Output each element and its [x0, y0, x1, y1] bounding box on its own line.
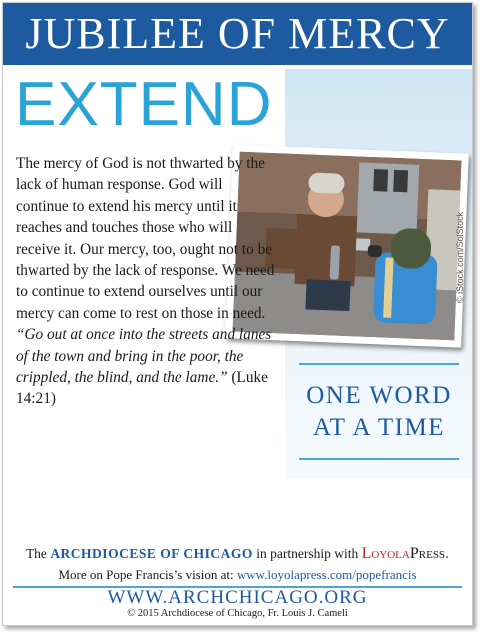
- footer-lead: The: [25, 546, 51, 561]
- more-info-text: More on Pope Francis’s vision at:: [58, 567, 237, 582]
- poster-card: [2, 2, 473, 626]
- copyright: © 2015 Archdiocese of Chicago, Fr. Louis J. Cameli: [127, 608, 348, 619]
- scripture-citation: (Luke 14:21): [16, 369, 268, 408]
- loyola-press-logo: [362, 545, 449, 562]
- more-info-line: [3, 567, 472, 583]
- loyola-word: Loyola: [361, 545, 410, 562]
- banner-title: JUBILEE OF MERCY: [3, 3, 472, 65]
- headline-word: EXTEND: [15, 70, 273, 139]
- archdiocese-name: ARCHDIOCESE OF CHICAGO: [50, 546, 253, 561]
- partnership-line: [3, 545, 472, 563]
- tagline-line1: ONE WORD: [306, 382, 452, 409]
- tagline-rule-bottom: [299, 458, 459, 460]
- loyola-dot: .: [445, 545, 450, 562]
- photo-credit: © iStock.com/SolStock: [455, 211, 465, 303]
- body-paragraph: The mercy of God is not thwarted by the lack of human response. God will continue to extend his mercy until it reaches and touches those who will receive it. Our mercy, too, ought not to be thwarted by the lack of response. We need to continue to extend ourselves until our mercy can come to rest on those in need.: [16, 155, 275, 322]
- pope-francis-link[interactable]: www.loyolapress.com/popefrancis: [236, 567, 417, 582]
- website-link[interactable]: WWW.ARCHCHICAGO.ORG: [107, 587, 368, 608]
- tagline-block: [289, 363, 469, 460]
- scripture-quote: “Go out at once into the streets and lanes of the town and bring in the poor, the crippled, the blind, and the lame.”: [16, 326, 272, 387]
- tagline-line2: AT A TIME: [312, 414, 446, 441]
- press-word: Press: [409, 545, 446, 562]
- body-text: [16, 153, 278, 410]
- partnership-text: in partnership with: [252, 546, 362, 561]
- tagline: [289, 365, 469, 458]
